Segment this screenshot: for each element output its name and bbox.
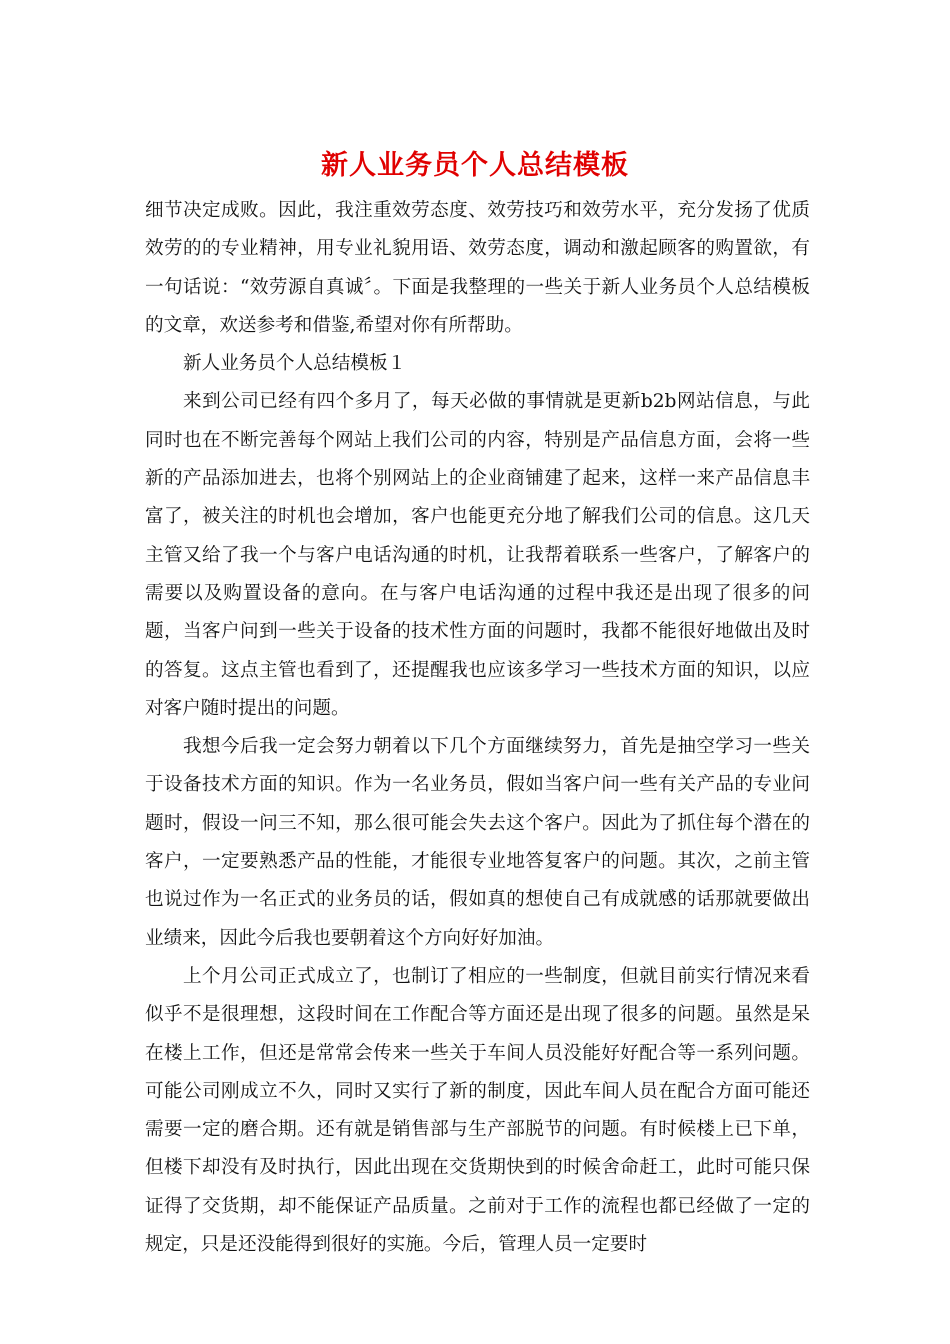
body-paragraph-2: 我想今后我一定会努力朝着以下几个方面继续努力，首先是抽空学习一些关于设备技术方面的知识。作为一名业务员，假如当客户问一些有关产品的专业问题时，假设一问三不知，那么很可能会失去这个客户。因此为了抓住每个潜在的客户，一定要熟悉产品的性能，才能很专业地答复客户的问题。其次，之前主管也说过作为一名正式的业务员的话，假如真的想使自己有成就感的话那就要做出业绩来，因此今后我也要朝着这个方向好好加油。 (145, 736, 810, 949)
section-heading: 新人业务员个人总结模板１ (183, 353, 407, 375)
body-paragraph-3: 上个月公司正式成立了，也制订了相应的一些制度，但就目前实行情况来看似乎不是很理想，这段时间在工作配合等方面还是出现了很多的问题。虽然是呆在楼上工作，但还是常常会传来一些关于车间人员没能好好配合等一系列问题。可能公司刚成立不久，同时又实行了新的制度，因此车间人员在配合方面可能还需要一定的磨合期。还有就是销售部与生产部脱节的问题。有时候楼上已下单，但楼下却没有及时执行，因此出现在交货期快到的时候舍命赶工，此时可能只保证得了交货期，却不能保证产品质量。之前对于工作的流程也都已经做了一定的规定，只是还没能得到很好的实施。今后，管理人员一定要时 (145, 965, 810, 1256)
body-paragraph-1: 来到公司已经有四个多月了，每天必做的事情就是更新b2b网站信息，与此同时也在不断完善每个网站上我们公司的内容，特别是产品信息方面，会将一些新的产品添加进去，也将个别网站上的企业商铺建了起来，这样一来产品信息丰富了，被关注的时机也会增加，客户也能更充分地了解我们公司的信息。这几天主管又给了我一个与客户电话沟通的时机，让我帮着联系一些客户，了解客户的需要以及购置设备的意向。在与客户电话沟通的过程中我还是出现了很多的问题，当客户问到一些关于设备的技术性方面的问题时，我都不能很好地做出及时的答复。这点主管也看到了，还提醒我也应该多学习一些技术方面的知识，以应对客户随时提出的问题。 (145, 391, 810, 719)
intro-paragraph: 细节决定成败。因此，我注重效劳态度、效劳技巧和效劳水平，充分发扬了优质效劳的的专业精神，用专业礼貌用语、效劳态度，调动和激起顾客的购置欲，有一句话说：“效劳源自真诚〞。下面是我整理的一些关于新人业务员个人总结模板的文章，欢送参考和借鉴,希望对你有所帮助。 (145, 200, 810, 336)
document-title: 新人业务员个人总结模板 (321, 150, 629, 181)
document-body (145, 192, 810, 1264)
